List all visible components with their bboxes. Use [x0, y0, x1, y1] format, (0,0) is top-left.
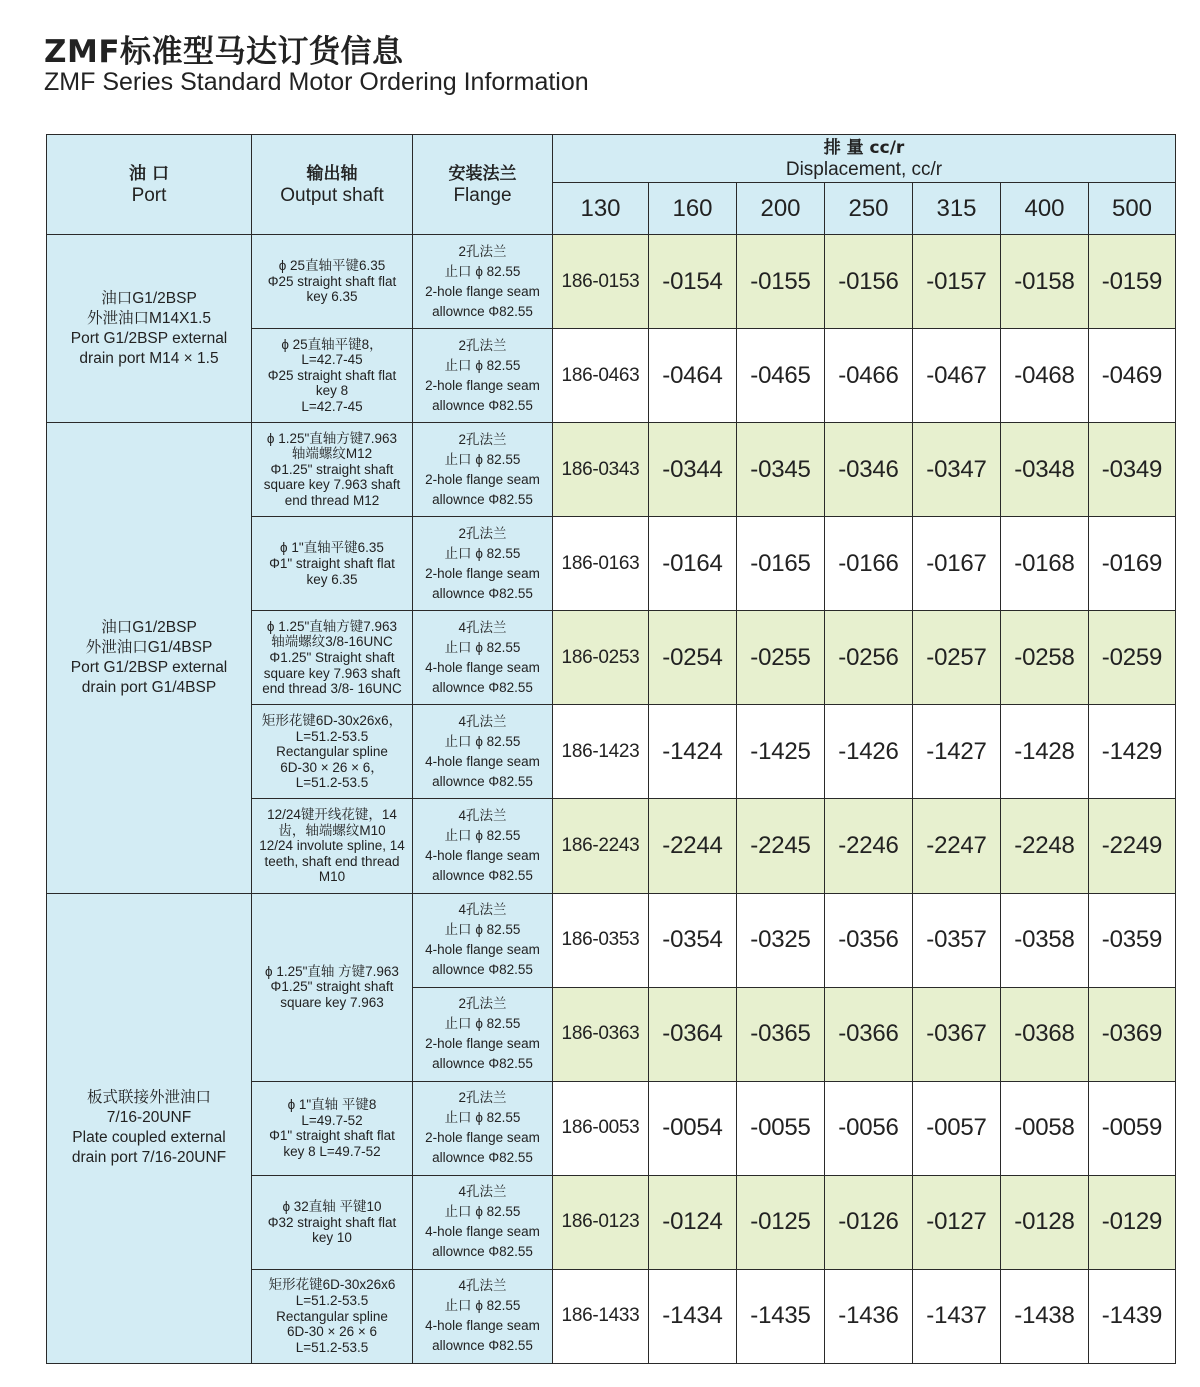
output-shaft-cell — [252, 705, 413, 799]
part-number-cell: -1429 — [1089, 705, 1176, 799]
part-number-cell: -0367 — [913, 987, 1001, 1081]
port-cell — [47, 423, 252, 893]
shaft-text: L=51.2-53.5 — [295, 728, 369, 744]
flange-text: 止口 ϕ 82.55 — [444, 451, 521, 467]
part-number-cell: -0126 — [825, 1175, 913, 1269]
part-number-cell: -2247 — [913, 799, 1001, 893]
flange-cell — [413, 235, 553, 329]
part-number-cell: -0055 — [737, 1081, 825, 1175]
part-number-cell: -1435 — [737, 1269, 825, 1363]
port-text: 7/16-20UNF — [106, 1109, 192, 1127]
shaft-text: Φ25 straight shaft flat — [267, 367, 397, 383]
flange-text: 2孔法兰 — [458, 1090, 507, 1106]
flange-text: 4孔法兰 — [458, 808, 507, 823]
displacement-value: 250 — [825, 183, 913, 235]
part-number-cell: -0169 — [1089, 517, 1176, 611]
page-title: ZMF标准型马达订货信息 — [44, 34, 404, 70]
shaft-text: key 10 — [312, 1230, 352, 1246]
flange-text: allownce Φ82.55 — [432, 1244, 533, 1260]
flange-text: allownce Φ82.55 — [432, 679, 533, 695]
part-number-cell: -0157 — [913, 235, 1001, 329]
shaft-text: end thread 3/8- 16UNC — [262, 681, 402, 697]
flange-text: allownce Φ82.55 — [432, 585, 533, 601]
flange-text: 4孔法兰 — [458, 1278, 507, 1294]
table-row — [47, 423, 1176, 517]
shaft-text: 齿，轴端螺纹M10 — [278, 822, 386, 838]
header-displacement-zh: 排 量 cc/r — [823, 137, 905, 158]
flange-text: 2-hole flange seam — [425, 1036, 540, 1052]
part-number-cell: -0256 — [825, 611, 913, 705]
header-output-shaft — [252, 135, 413, 235]
shaft-text: square key 7.963 shaft — [263, 665, 401, 681]
flange-text: 止口 ϕ 82.55 — [444, 639, 521, 655]
flange-text: 止口 ϕ 82.55 — [444, 545, 521, 561]
part-number-cell: -0469 — [1089, 329, 1176, 423]
table-row — [47, 893, 1176, 987]
part-number-cell: -0347 — [913, 423, 1001, 517]
flange-text: allownce Φ82.55 — [432, 397, 533, 413]
port-text: 油口G1/2BSP — [101, 618, 197, 636]
part-number-cell: -1425 — [737, 705, 825, 799]
part-number-cell: -0154 — [649, 235, 737, 329]
shaft-text: ϕ 1"直轴平键6.35 — [280, 540, 384, 556]
displacement-value: 130 — [553, 183, 649, 235]
shaft-text: 矩形花键6D-30x26x6 — [268, 1277, 396, 1293]
part-number-cell: -0255 — [737, 611, 825, 705]
shaft-text: 轴端螺纹3/8-16UNC — [271, 634, 393, 650]
part-number-cell: -0365 — [737, 987, 825, 1081]
part-number-cell: -0058 — [1001, 1081, 1089, 1175]
part-number-cell: -0057 — [913, 1081, 1001, 1175]
flange-text: 止口 ϕ 82.55 — [444, 1204, 521, 1220]
shaft-text: square key 7.963 shaft — [263, 477, 401, 493]
header-displacement-en: Displacement, cc/r — [785, 158, 943, 180]
flange-text: 4-hole flange seam — [425, 659, 540, 675]
flange-text: 2-hole flange seam — [425, 1130, 540, 1146]
shaft-text: key 8 — [315, 383, 349, 399]
output-shaft-cell — [252, 1081, 413, 1175]
part-number-cell: -1434 — [649, 1269, 737, 1363]
shaft-text: L=42.7-45 — [301, 352, 363, 368]
flange-text: 止口 ϕ 82.55 — [444, 828, 521, 843]
shaft-text: L=42.7-45 — [301, 399, 363, 414]
part-number-cell: 186-0353 — [553, 893, 649, 987]
output-shaft-cell — [252, 423, 413, 517]
flange-text: 止口 ϕ 82.55 — [444, 1016, 521, 1032]
flange-cell — [413, 329, 553, 423]
shaft-text: ϕ 1.25"直轴方键7.963 — [266, 430, 398, 446]
part-number-cell: -2244 — [649, 799, 737, 893]
shaft-text: 12/24键开线花键，14 — [267, 807, 397, 823]
output-shaft-cell — [252, 1175, 413, 1269]
part-number-cell: -0155 — [737, 235, 825, 329]
part-number-cell: -0325 — [737, 893, 825, 987]
part-number-cell: -0468 — [1001, 329, 1089, 423]
flange-cell — [413, 893, 553, 987]
port-text: 外泄油口G1/4BSP — [85, 638, 213, 656]
flange-text: 4-hole flange seam — [425, 848, 540, 863]
flange-text: 2-hole flange seam — [425, 471, 540, 487]
port-text: 油口G1/2BSP — [101, 289, 197, 307]
shaft-text: end thread M12 — [284, 493, 380, 509]
port-text: Port G1/2BSP external — [70, 658, 228, 676]
shaft-text: 12/24 involute spline, 14 — [259, 838, 405, 854]
shaft-text: Φ1" straight shaft flat — [269, 1128, 395, 1144]
flange-cell — [413, 611, 553, 705]
header-port-en: Port — [131, 184, 167, 206]
flange-text: allownce Φ82.55 — [432, 303, 533, 319]
part-number-cell: -0359 — [1089, 893, 1176, 987]
part-number-cell: -0254 — [649, 611, 737, 705]
shaft-text: L=49.7-52 — [301, 1112, 363, 1128]
port-text: drain port M14 × 1.5 — [79, 349, 219, 367]
flange-text: 2-hole flange seam — [425, 565, 540, 581]
shaft-text: square key 7.963 — [280, 994, 384, 1010]
shaft-text: Φ25 straight shaft flat — [267, 273, 397, 289]
header-displacement — [553, 135, 1176, 183]
header-shaft-zh: 输出轴 — [306, 163, 358, 184]
shaft-text: ϕ 1.25"直轴方键7.963 — [266, 618, 398, 634]
output-shaft-cell — [252, 329, 413, 423]
flange-text: 2孔法兰 — [458, 525, 507, 541]
flange-text: 止口 ϕ 82.55 — [444, 1298, 521, 1314]
part-number-cell: -2245 — [737, 799, 825, 893]
part-number-cell: -0356 — [825, 893, 913, 987]
part-number-cell: -1426 — [825, 705, 913, 799]
flange-text: 2孔法兰 — [458, 431, 507, 447]
port-text: drain port G1/4BSP — [81, 678, 217, 696]
displacement-value: 200 — [737, 183, 825, 235]
part-number-cell: -0156 — [825, 235, 913, 329]
part-number-cell: -0464 — [649, 329, 737, 423]
header-port-zh: 油 口 — [129, 163, 169, 184]
flange-text: allownce Φ82.55 — [432, 1338, 533, 1354]
part-number-cell: -0124 — [649, 1175, 737, 1269]
shaft-text: key 8 L=49.7-52 — [283, 1143, 381, 1159]
part-number-cell: -0257 — [913, 611, 1001, 705]
shaft-text: Φ1.25" straight shaft — [270, 461, 394, 477]
shaft-text: Φ32 straight shaft flat — [267, 1214, 397, 1230]
flange-text: 2-hole flange seam — [425, 377, 540, 393]
shaft-text: ϕ 32直轴 平键10 — [282, 1198, 382, 1214]
displacement-value: 500 — [1089, 183, 1176, 235]
flange-cell — [413, 1175, 553, 1269]
part-number-cell: -0344 — [649, 423, 737, 517]
part-number-cell: -2248 — [1001, 799, 1089, 893]
port-cell — [47, 235, 252, 423]
output-shaft-cell — [252, 1269, 413, 1363]
flange-text: 止口 ϕ 82.55 — [444, 1110, 521, 1126]
shaft-text: ϕ 1.25"直轴 方键7.963 — [265, 963, 399, 979]
part-number-cell: -0349 — [1089, 423, 1176, 517]
flange-cell — [413, 987, 553, 1081]
part-number-cell: -0346 — [825, 423, 913, 517]
page-subtitle: ZMF Series Standard Motor Ordering Information — [44, 68, 589, 96]
port-text: 板式联接外泄油口 — [86, 1089, 211, 1107]
flange-text: 4-hole flange seam — [425, 1318, 540, 1334]
part-number-cell: -0259 — [1089, 611, 1176, 705]
flange-text: 止口 ϕ 82.55 — [444, 922, 521, 938]
part-number-cell: -0125 — [737, 1175, 825, 1269]
part-number-cell: 186-2243 — [553, 799, 649, 893]
output-shaft-cell — [252, 517, 413, 611]
shaft-text: Rectangular spline — [276, 1308, 388, 1324]
part-number-cell: -0127 — [913, 1175, 1001, 1269]
part-number-cell: -1424 — [649, 705, 737, 799]
part-number-cell: -0166 — [825, 517, 913, 611]
part-number-cell: -0364 — [649, 987, 737, 1081]
header-flange — [413, 135, 553, 235]
part-number-cell: 186-0343 — [553, 423, 649, 517]
part-number-cell: -2249 — [1089, 799, 1176, 893]
part-number-cell: -1437 — [913, 1269, 1001, 1363]
part-number-cell: -2246 — [825, 799, 913, 893]
shaft-text: ϕ 25直轴平键6.35 — [278, 258, 386, 274]
flange-text: allownce Φ82.55 — [432, 868, 533, 883]
ordering-table — [46, 134, 1176, 1364]
part-number-cell: 186-0153 — [553, 235, 649, 329]
displacement-value: 400 — [1001, 183, 1089, 235]
shaft-text: ϕ 25直轴平键8， — [281, 336, 383, 352]
part-number-cell: -0368 — [1001, 987, 1089, 1081]
part-number-cell: -0354 — [649, 893, 737, 987]
part-number-cell: -0128 — [1001, 1175, 1089, 1269]
part-number-cell: -1436 — [825, 1269, 913, 1363]
part-number-cell: 186-0123 — [553, 1175, 649, 1269]
part-number-cell: -0059 — [1089, 1081, 1176, 1175]
part-number-cell: -1439 — [1089, 1269, 1176, 1363]
header-flange-en: Flange — [453, 184, 512, 206]
flange-cell — [413, 705, 553, 799]
port-text: 外泄油口M14X1.5 — [86, 309, 212, 327]
output-shaft-cell — [252, 235, 413, 329]
port-text: Plate coupled external — [72, 1129, 226, 1147]
flange-text: 止口 ϕ 82.55 — [444, 357, 521, 373]
flange-cell — [413, 423, 553, 517]
part-number-cell: -0164 — [649, 517, 737, 611]
shaft-text: Φ1.25" Straight shaft — [269, 650, 395, 666]
port-text: Port G1/2BSP external — [70, 329, 228, 347]
shaft-text: 6D-30 × 26 × 6 — [286, 1324, 378, 1340]
part-number-cell: 186-1433 — [553, 1269, 649, 1363]
shaft-text: 矩形花键6D-30x26x6， — [261, 712, 403, 728]
part-number-cell: 186-1423 — [553, 705, 649, 799]
flange-text: allownce Φ82.55 — [432, 1056, 533, 1072]
shaft-text: 轴端螺纹M12 — [291, 446, 373, 462]
part-number-cell: -1427 — [913, 705, 1001, 799]
header-port — [47, 135, 252, 235]
part-number-cell: -1428 — [1001, 705, 1089, 799]
flange-text: 2孔法兰 — [458, 243, 507, 259]
flange-cell — [413, 799, 553, 893]
displacement-value: 315 — [913, 183, 1001, 235]
part-number-cell: -0056 — [825, 1081, 913, 1175]
output-shaft-cell — [252, 611, 413, 705]
part-number-cell: -0054 — [649, 1081, 737, 1175]
part-number-cell: -0167 — [913, 517, 1001, 611]
flange-text: 止口 ϕ 82.55 — [444, 263, 521, 279]
flange-text: allownce Φ82.55 — [432, 491, 533, 507]
shaft-text: ϕ 1"直轴 平键8 — [287, 1097, 377, 1113]
part-number-cell: -0466 — [825, 329, 913, 423]
shaft-text: 6D-30 × 26 × 6， — [280, 759, 384, 775]
flange-text: 4-hole flange seam — [425, 753, 540, 769]
part-number-cell: -0467 — [913, 329, 1001, 423]
shaft-text: Rectangular spline — [276, 744, 388, 760]
flange-text: allownce Φ82.55 — [432, 773, 533, 789]
part-number-cell: 186-0253 — [553, 611, 649, 705]
shaft-text: L=51.2-53.5 — [295, 775, 369, 791]
part-number-cell: -0369 — [1089, 987, 1176, 1081]
flange-text: 2孔法兰 — [458, 337, 507, 353]
part-number-cell: -0465 — [737, 329, 825, 423]
port-cell — [47, 893, 252, 1363]
part-number-cell: -0129 — [1089, 1175, 1176, 1269]
shaft-text: teeth, shaft end thread — [264, 853, 400, 869]
flange-text: 4孔法兰 — [458, 713, 507, 729]
flange-text: 4孔法兰 — [458, 1184, 507, 1200]
table-row — [47, 235, 1176, 329]
part-number-cell: -0258 — [1001, 611, 1089, 705]
shaft-text: L=51.2-53.5 — [295, 1293, 369, 1308]
part-number-cell: 186-0163 — [553, 517, 649, 611]
flange-cell — [413, 517, 553, 611]
part-number-cell: -0168 — [1001, 517, 1089, 611]
part-number-cell: 186-0053 — [553, 1081, 649, 1175]
part-number-cell: -1438 — [1001, 1269, 1089, 1363]
flange-text: 4-hole flange seam — [425, 942, 540, 958]
flange-text: 2-hole flange seam — [425, 283, 540, 299]
part-number-cell: -0158 — [1001, 235, 1089, 329]
header-shaft-en: Output shaft — [280, 184, 384, 206]
part-number-cell: -0159 — [1089, 235, 1176, 329]
flange-cell — [413, 1269, 553, 1363]
flange-text: 止口 ϕ 82.55 — [444, 733, 521, 749]
shaft-text: key 6.35 — [306, 571, 358, 587]
part-number-cell: -0366 — [825, 987, 913, 1081]
part-number-cell: -0165 — [737, 517, 825, 611]
shaft-text: L=51.2-53.5 — [295, 1339, 369, 1355]
part-number-cell: -0357 — [913, 893, 1001, 987]
shaft-text: Φ1.25" straight shaft — [270, 979, 394, 995]
shaft-text: M10 — [318, 869, 346, 885]
part-number-cell: 186-0363 — [553, 987, 649, 1081]
flange-text: 4孔法兰 — [458, 619, 507, 635]
part-number-cell: -0345 — [737, 423, 825, 517]
flange-text: 2孔法兰 — [458, 996, 507, 1012]
shaft-text: key 6.35 — [306, 289, 358, 305]
output-shaft-cell — [252, 799, 413, 893]
flange-text: 4-hole flange seam — [425, 1224, 540, 1240]
flange-text: 4孔法兰 — [458, 902, 507, 918]
output-shaft-cell — [252, 893, 413, 1081]
flange-text: allownce Φ82.55 — [432, 1150, 533, 1166]
port-text: drain port 7/16-20UNF — [71, 1149, 227, 1167]
displacement-value: 160 — [649, 183, 737, 235]
part-number-cell: 186-0463 — [553, 329, 649, 423]
part-number-cell: -0348 — [1001, 423, 1089, 517]
part-number-cell: -0358 — [1001, 893, 1089, 987]
flange-text: allownce Φ82.55 — [432, 962, 533, 978]
header-flange-zh: 安装法兰 — [448, 163, 517, 184]
flange-cell — [413, 1081, 553, 1175]
shaft-text: Φ1" straight shaft flat — [269, 555, 395, 571]
